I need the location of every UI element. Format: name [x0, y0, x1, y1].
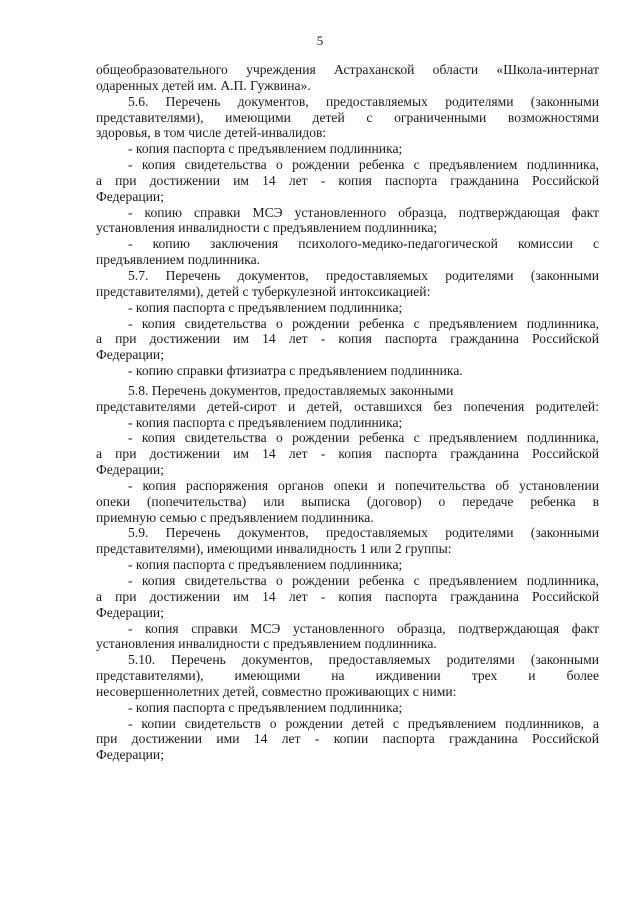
text-line: - копия свидетельства о рождении ребенка с предъявлением подлинника, — [128, 157, 599, 173]
text-line: представителями), имеющими детей с ограниченными возможностями — [96, 109, 599, 125]
text-line: - копию справки фтизиатра с предъявлением подлинника. — [128, 363, 463, 379]
page-number: 5 — [316, 33, 324, 48]
text-line: здоровья, в том числе детей-инвалидов: — [96, 125, 327, 141]
text-line: - копию справки МСЭ установленного образца, подтверждающая факт — [128, 204, 599, 220]
text-line: установления инвалидности с предъявлением подлинника; — [96, 220, 438, 236]
text-line: несовершеннолетних детей, совместно проживающих с ними: — [96, 683, 457, 699]
text-line: а при достижении им 14 лет - копия паспорта гражданина Российской — [96, 172, 599, 188]
text-line: предъявлением подлинника. — [96, 252, 261, 268]
text-line: - копия распоряжения органов опеки и попечительства об установлении — [128, 477, 599, 493]
text-line: а при достижении им 14 лет - копия паспорта гражданина Российской — [96, 446, 599, 462]
text-line: Федерации; — [96, 604, 164, 620]
text-line: - копия паспорта с предъявлением подлинника; — [128, 299, 403, 315]
text-line: - копия свидетельства о рождении ребенка с предъявлением подлинника, — [128, 315, 599, 331]
text-line: общеобразовательного учреждения Астраханской области «Школа-интернат — [96, 62, 599, 77]
text-line: Федерации; — [96, 462, 164, 478]
text-line: 5.7. Перечень документов, предоставляемых родителями (законными — [128, 267, 599, 283]
text-line: - копия паспорта с предъявлением подлинника; — [128, 414, 403, 430]
text-line: опеки (попечительства) или выписка (договор) о передаче ребенка в — [96, 493, 599, 509]
text-line: - копия паспорта с предъявлением подлинника; — [128, 141, 403, 157]
text-line: - копия справки МСЭ установленного образца, подтверждающая факт — [128, 620, 599, 636]
text-line: Федерации; — [96, 188, 164, 204]
text-line: 5.8. Перечень документов, предоставляемых законными — [128, 382, 454, 398]
text-line: - копии свидетельств о рождении детей с предъявлением подлинников, а — [128, 715, 599, 731]
text-line: 5.10. Перечень документов, предоставляемых родителями (законными — [128, 652, 599, 668]
text-line: представителями), имеющими инвалидность 1 или 2 группы: — [96, 541, 452, 557]
text-line: представителями детей-сирот и детей, оставшихся без попечения родителей: — [96, 398, 599, 414]
text-line: - копию заключения психолого-медико-педагогической комиссии с — [128, 236, 599, 252]
text-line: одаренных детей им. А.П. Гужвина». — [96, 77, 311, 93]
text-line: приемную семью с предъявлением подлинника. — [96, 509, 374, 525]
text-line: 5.6. Перечень документов, предоставляемых родителями (законными — [128, 93, 599, 109]
text-line: представителями), детей с туберкулезной интоксикацией: — [96, 283, 431, 299]
text-line: а при достижении им 14 лет - копия паспорта гражданина Российской — [96, 331, 599, 347]
text-line: Федерации; — [96, 347, 164, 363]
text-line: представителями), имеющими на иждивении трех и более — [96, 668, 599, 684]
text-line: Федерации; — [96, 747, 164, 763]
document-body — [96, 62, 599, 763]
text-line: при достижении ими 14 лет - копии паспорта гражданина Российской — [96, 731, 599, 747]
text-line: - копия паспорта с предъявлением подлинника; — [128, 699, 403, 715]
text-line: установления инвалидности с предъявлением подлинника. — [96, 636, 437, 652]
text-line: - копия свидетельства о рождении ребенка с предъявлением подлинника, — [128, 430, 599, 446]
text-line: а при достижении им 14 лет - копия паспорта гражданина Российской — [96, 588, 599, 604]
text-line: - копия свидетельства о рождении ребенка с предъявлением подлинника, — [128, 573, 599, 588]
text-line: - копия паспорта с предъявлением подлинника; — [128, 557, 403, 573]
text-line: 5.9. Перечень документов, предоставляемых родителями (законными — [128, 525, 599, 541]
